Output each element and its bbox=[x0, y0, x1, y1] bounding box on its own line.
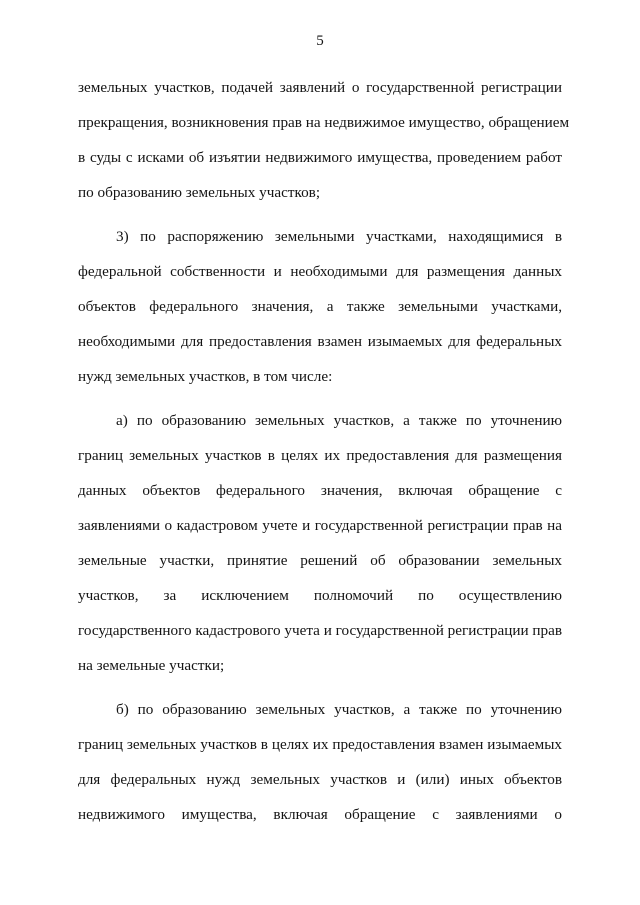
text-line: земельные участки, принятие решений об образовании земельных bbox=[78, 552, 562, 569]
text-line: необходимыми для предоставления взамен изымаемых для федеральных bbox=[78, 333, 562, 350]
text-line: в суды с исками об изъятии недвижимого имущества, проведением работ bbox=[78, 149, 562, 166]
paragraph-1 bbox=[78, 70, 570, 210]
text-line: а) по образованию земельных участков, а также по уточнению bbox=[116, 412, 562, 429]
text-line: прекращения, возникновения прав на недвижимое имущество, обращением bbox=[78, 114, 570, 131]
text-line: 3) по распоряжению земельными участками, находящимися в bbox=[116, 228, 562, 245]
text-line: б) по образованию земельных участков, а также по уточнению bbox=[116, 701, 562, 718]
text-line: на земельные участки; bbox=[78, 657, 225, 674]
paragraph-item-b bbox=[78, 692, 562, 832]
text-line: данных объектов федерального значения, включая обращение с bbox=[78, 482, 562, 499]
document-body bbox=[78, 70, 570, 832]
text-line: заявлениями о кадастровом учете и государственной регистрации прав на bbox=[78, 517, 562, 534]
text-line: объектов федерального значения, а также земельными участками, bbox=[78, 298, 562, 315]
page-number: 5 bbox=[316, 33, 324, 49]
text-line: участков, за исключением полномочий по осуществлению bbox=[78, 587, 562, 604]
text-line: федеральной собственности и необходимыми для размещения данных bbox=[78, 263, 562, 280]
text-line: по образованию земельных участков; bbox=[78, 184, 321, 201]
text-line: государственного кадастрового учета и государственной регистрации прав bbox=[78, 622, 563, 639]
paragraph-gap bbox=[78, 210, 562, 219]
text-line: земельных участков, подачей заявлений о государственной регистрации bbox=[78, 79, 562, 96]
paragraph-item-a bbox=[78, 403, 562, 683]
paragraph-gap bbox=[78, 394, 562, 403]
text-line: нужд земельных участков, в том числе: bbox=[78, 368, 333, 385]
text-line: недвижимого имущества, включая обращение с заявлениями о bbox=[78, 806, 562, 823]
text-line: границ земельных участков в целях их предоставления взамен изымаемых bbox=[78, 736, 562, 753]
text-line: границ земельных участков в целях их предоставления для размещения bbox=[78, 447, 562, 464]
text-line: для федеральных нужд земельных участков и (или) иных объектов bbox=[78, 771, 562, 788]
paragraph-gap bbox=[78, 683, 562, 692]
paragraph-item-3 bbox=[78, 219, 562, 394]
